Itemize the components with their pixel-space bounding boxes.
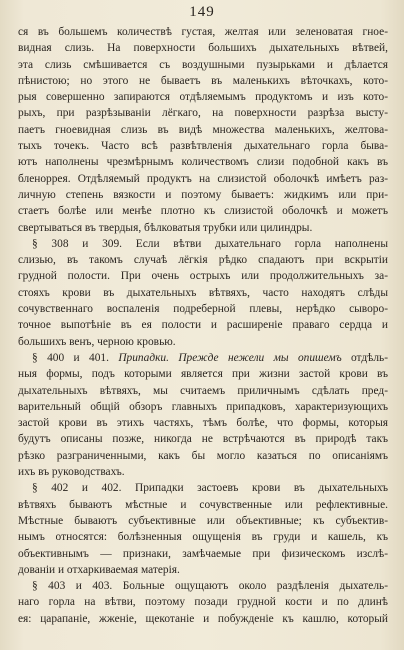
- text-line: рыя совершенно запираются отдѣляемымъ продуктомъ и изъ кото-: [18, 91, 388, 104]
- text-line: нымъ относятся: болѣзненныя ощущенія въ груди и кашель, къ: [18, 531, 388, 544]
- text-line: пѣнистою; но этого не бываетъ въ маленькихъ вѣточкахъ, кото-: [18, 74, 388, 87]
- text-line: Мѣстные бываютъ субъективные или объективные; къ субъектив-: [18, 514, 388, 527]
- text-line: застой крови въ этихъ частяхъ, тѣмъ болѣе, что формы, которыя: [18, 417, 388, 430]
- text-line: § 400 и 401. Припадки. Прежде нежели мы опишемъ отдѣль-: [32, 351, 388, 364]
- text-line: ихъ въ руководствахъ.: [18, 466, 125, 479]
- text-line: свертываться въ твердыя, бѣлковатыя трубки или цилиндры.: [18, 221, 313, 234]
- text-line: личную степень вязкости и поэтому бываетъ: жидкимъ или при-: [18, 188, 388, 201]
- text-line: варительный общій обзоръ главныхъ припадковъ, характеризующихъ: [18, 400, 388, 413]
- text-line: рѣзко разграниченными, какъ бы могло казаться по описаніямъ: [18, 449, 388, 462]
- page-number: 149: [189, 4, 215, 20]
- text-line: § 403 и 403. Больные ощущаютъ около раздѣленія дыхатель-: [32, 580, 388, 593]
- text-line: стояхъ крови въ дыхательныхъ вѣтвяхъ, часто находятъ слѣды: [18, 286, 388, 299]
- text-line: ныя формы, подъ которыми является при жизни застой крови въ: [18, 368, 388, 381]
- text-line: ея: царапаніе, жженіе, щекотаніе и побужденіе къ кашлю, который: [18, 612, 388, 625]
- text-line: тыхъ точекъ. Часто всѣ развѣтвленія дыхательнаго горла быва-: [18, 140, 388, 153]
- text-line: слизью, въ такомъ случаѣ лёгкія рѣдко спадаютъ при вскрытіи: [18, 254, 388, 267]
- text-line: большихъ венъ, черною кровью.: [18, 335, 176, 348]
- text-line: § 308 и 309. Если вѣтви дыхательнаго горла наполнены: [32, 237, 388, 250]
- text-line: вѣтвяхъ бываютъ мѣстные и сочувственные или рефлективные.: [18, 498, 388, 511]
- text-line: сочувственнаго воспаленія подреберной плевы, нерѣдко сыворо-: [18, 303, 388, 316]
- text-line: бленоррея. Отдѣляемый продуктъ на слизистой оболочкѣ имѣетъ раз-: [18, 172, 388, 185]
- text-line: § 402 и 402. Припадки застоевъ крови въ дыхательныхъ: [32, 482, 388, 495]
- text-line: стаетъ болѣе или менѣе плотно къ слизистой оболочкѣ и можетъ: [18, 205, 388, 218]
- text-line: ютъ наполнены чрезмѣрнымъ количествомъ слизи подобной какъ въ: [18, 156, 388, 169]
- text-line: будутъ описаны позже, никогда не встрѣчаются въ природѣ такъ: [18, 433, 388, 446]
- text-line: точное выпотѣніе въ ея полости и расширеніе праваго сердца и: [18, 319, 388, 332]
- text-line: объективнымъ — признаки, замѣчаемые при физическомъ изслѣ-: [18, 547, 388, 560]
- text-line: видная слизь. На поверхности большихъ дыхательныхъ вѣтвей,: [18, 42, 388, 55]
- text-line: наго горла на вѣтви, поэтому позади грудной кости и по длинѣ: [18, 596, 388, 609]
- text-line: ся въ большемъ количествѣ густая, желтая или зеленоватая гное-: [18, 26, 388, 38]
- text-line: рыхъ, при разрѣзываніи лёгкаго, на поверхности разрѣза высту-: [18, 107, 388, 120]
- text-line: грудной полости. При очень острыхъ или продолжительныхъ за-: [18, 270, 388, 283]
- text-line: дыхательныхъ вѣтвяхъ, мы считаемъ приличнымъ сдѣлать пред-: [18, 384, 388, 397]
- body-text: [18, 24, 388, 627]
- text-line: паетъ гноевидная слизь въ видѣ множества маленькихъ, желтова-: [18, 123, 388, 136]
- text-line: дованіи и отхаркиваемая матерія.: [18, 563, 180, 576]
- text-line: эта слизь смѣшивается съ воздушными пузырьками и дѣлается: [18, 58, 388, 71]
